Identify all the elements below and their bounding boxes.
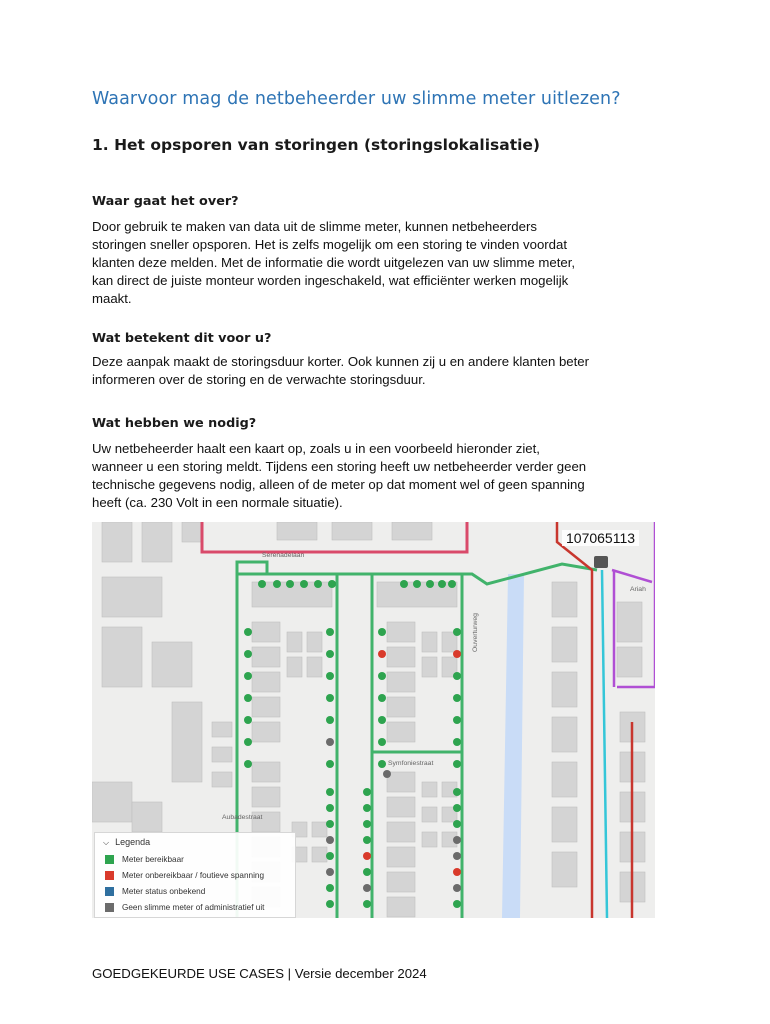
building	[552, 627, 577, 662]
building	[252, 647, 280, 667]
meter-marker[interactable]	[326, 820, 334, 828]
meter-marker[interactable]	[326, 628, 334, 636]
meter-marker[interactable]	[326, 852, 334, 860]
legend-swatch	[105, 887, 114, 896]
building	[387, 897, 415, 917]
meter-marker[interactable]	[326, 694, 334, 702]
building	[132, 802, 162, 832]
building	[252, 697, 280, 717]
meter-marker[interactable]	[326, 650, 334, 658]
map-legend[interactable]	[94, 832, 296, 918]
storing-kaart[interactable]	[92, 522, 655, 918]
meter-marker[interactable]	[363, 852, 371, 860]
meter-marker[interactable]	[453, 694, 461, 702]
building	[387, 872, 415, 892]
meter-marker[interactable]	[300, 580, 308, 588]
meter-marker[interactable]	[244, 760, 252, 768]
meter-marker[interactable]	[453, 900, 461, 908]
building	[387, 797, 415, 817]
legend-swatch	[105, 871, 114, 880]
meter-cabinet-icon	[594, 556, 608, 568]
meter-marker[interactable]	[363, 820, 371, 828]
text-line: Deze aanpak maakt de storingsduur korter. Ook kunnen zij u en andere klanten beter	[92, 354, 590, 369]
meter-marker[interactable]	[326, 716, 334, 724]
meter-id-label: 107065113	[562, 530, 639, 546]
legend-label: Meter onbereikbaar / foutieve spanning	[122, 871, 265, 880]
meter-marker[interactable]	[448, 580, 456, 588]
meter-marker[interactable]	[383, 770, 391, 778]
street-label: Ouverturweg	[472, 613, 479, 652]
meter-marker[interactable]	[453, 650, 461, 658]
meter-marker[interactable]	[453, 738, 461, 746]
building	[422, 832, 437, 847]
building	[387, 772, 415, 792]
meter-marker[interactable]	[453, 628, 461, 636]
meter-marker[interactable]	[363, 900, 371, 908]
legend-swatch	[105, 903, 114, 912]
building	[172, 702, 202, 782]
subheading-wat-betekent-dit: Wat betekent dit voor u?	[92, 331, 272, 346]
building	[102, 627, 142, 687]
building	[387, 822, 415, 842]
legend-item	[105, 855, 184, 864]
page-heading: Waarvoor mag de netbeheerder uw slimme meter uitlezen?	[92, 89, 621, 109]
meter-marker[interactable]	[363, 804, 371, 812]
section-title: 1. Het opsporen van storingen (storingslokalisatie)	[92, 136, 541, 154]
legend-header[interactable]	[103, 837, 150, 848]
building	[387, 647, 415, 667]
chevron-down-icon: ⌵	[103, 838, 110, 847]
building	[312, 847, 327, 862]
meter-marker[interactable]	[326, 738, 334, 746]
building	[392, 522, 432, 540]
meter-marker[interactable]	[363, 836, 371, 844]
text-line: technische gegevens nodig, alleen of de meter op dat moment wel of geen spanning	[92, 477, 585, 492]
building	[422, 782, 437, 797]
building	[422, 657, 437, 677]
building	[422, 807, 437, 822]
building	[142, 522, 172, 562]
meter-marker[interactable]	[244, 694, 252, 702]
meter-marker[interactable]	[326, 804, 334, 812]
meter-marker[interactable]	[400, 580, 408, 588]
meter-marker[interactable]	[378, 716, 386, 724]
meter-marker[interactable]	[426, 580, 434, 588]
street-label: Serenadelaan	[262, 552, 305, 559]
building	[102, 522, 132, 562]
building	[287, 632, 302, 652]
meter-marker[interactable]	[326, 672, 334, 680]
meter-marker[interactable]	[326, 900, 334, 908]
meter-marker[interactable]	[326, 760, 334, 768]
meter-marker[interactable]	[378, 672, 386, 680]
building	[252, 787, 280, 807]
footer: GOEDGEKEURDE USE CASES | Versie december 2024	[92, 966, 427, 981]
text-line: wanneer u een storing meldt. Tijdens een storing heeft uw netbeheerder verder geen	[92, 459, 587, 474]
cyan-cable	[602, 570, 607, 918]
meter-marker[interactable]	[363, 788, 371, 796]
building	[212, 722, 232, 737]
building	[552, 672, 577, 707]
meter-marker[interactable]	[378, 628, 386, 636]
building	[277, 522, 317, 540]
paragraph-waar-gaat-het-over	[92, 218, 692, 308]
building	[387, 622, 415, 642]
building	[552, 582, 577, 617]
meter-marker[interactable]	[453, 884, 461, 892]
meter-marker[interactable]	[244, 738, 252, 746]
building	[212, 772, 232, 787]
meter-marker[interactable]	[244, 672, 252, 680]
green-cable	[237, 562, 267, 574]
paragraph-wat-hebben-we-nodig	[92, 440, 692, 512]
meter-marker[interactable]	[453, 760, 461, 768]
legend-item	[105, 887, 205, 896]
meter-marker[interactable]	[244, 628, 252, 636]
legend-label: Meter bereikbaar	[122, 855, 184, 864]
building	[312, 822, 327, 837]
building	[387, 722, 415, 742]
building	[252, 722, 280, 742]
text-line: heeft (ca. 230 Volt in een normale situatie).	[92, 495, 343, 510]
text-line: storingen sneller opsporen. Het is zelfs mogelijk om een storing te vinden voordat	[92, 237, 568, 252]
building	[252, 622, 280, 642]
meter-marker[interactable]	[286, 580, 294, 588]
meter-marker[interactable]	[413, 580, 421, 588]
text-line: klanten deze melden. Met de informatie die wordt uitgelezen van uw slimme meter,	[92, 255, 576, 270]
meter-marker[interactable]	[453, 788, 461, 796]
building	[212, 747, 232, 762]
building	[252, 762, 280, 782]
building	[182, 522, 202, 542]
building	[422, 632, 437, 652]
street-label: Ariah	[630, 586, 646, 593]
meter-marker[interactable]	[453, 672, 461, 680]
meter-marker[interactable]	[326, 788, 334, 796]
legend-swatch	[105, 855, 114, 864]
meter-marker[interactable]	[258, 580, 266, 588]
building	[332, 522, 372, 540]
meter-marker[interactable]	[438, 580, 446, 588]
meter-marker[interactable]	[273, 580, 281, 588]
meter-marker[interactable]	[453, 868, 461, 876]
meter-marker[interactable]	[378, 694, 386, 702]
street-label: Symfoniestraat	[388, 760, 434, 767]
building	[307, 632, 322, 652]
meter-marker[interactable]	[363, 884, 371, 892]
meter-marker[interactable]	[378, 738, 386, 746]
legend-label: Geen slimme meter of administratief uit	[122, 903, 265, 912]
legend-label: Meter status onbekend	[122, 887, 206, 896]
meter-marker[interactable]	[453, 820, 461, 828]
meter-marker[interactable]	[326, 884, 334, 892]
meter-marker[interactable]	[363, 868, 371, 876]
meter-marker[interactable]	[314, 580, 322, 588]
text-line: Door gebruik te maken van data uit de slimme meter, kunnen netbeheerders	[92, 219, 537, 234]
subheading-waar-gaat-het-over: Waar gaat het over?	[92, 194, 239, 209]
building	[287, 657, 302, 677]
building	[617, 647, 642, 677]
building	[92, 782, 132, 822]
building	[552, 717, 577, 752]
building	[152, 642, 192, 687]
building	[387, 847, 415, 867]
legend-item	[105, 871, 264, 880]
text-line: kan direct de juiste monteur worden ingeschakeld, wat efficiënter werken mogelijk	[92, 273, 569, 288]
canal	[502, 574, 524, 918]
legend-title: Legenda	[115, 837, 151, 847]
building	[552, 852, 577, 887]
building	[387, 672, 415, 692]
legend-item	[105, 903, 264, 912]
meter-marker[interactable]	[244, 650, 252, 658]
street-label: Aubadestraat	[222, 814, 263, 821]
building	[307, 657, 322, 677]
meter-marker[interactable]	[326, 836, 334, 844]
paragraph-wat-betekent-dit	[92, 353, 692, 389]
text-line: maakt.	[92, 291, 132, 306]
subheading-wat-hebben-we-nodig: Wat hebben we nodig?	[92, 416, 257, 431]
building	[252, 672, 280, 692]
meter-marker[interactable]	[328, 580, 336, 588]
building	[387, 697, 415, 717]
building	[102, 577, 162, 617]
meter-marker[interactable]	[453, 716, 461, 724]
building	[552, 807, 577, 842]
building	[617, 602, 642, 642]
meter-marker[interactable]	[453, 852, 461, 860]
meter-marker[interactable]	[453, 836, 461, 844]
meter-marker[interactable]	[453, 804, 461, 812]
meter-marker[interactable]	[378, 650, 386, 658]
text-line: informeren over de storing en de verwachte storingsduur.	[92, 372, 426, 387]
building	[552, 762, 577, 797]
meter-marker[interactable]	[244, 716, 252, 724]
meter-marker[interactable]	[378, 760, 386, 768]
text-line: Uw netbeheerder haalt een kaart op, zoals u in een voorbeeld hieronder ziet,	[92, 441, 540, 456]
meter-marker[interactable]	[326, 868, 334, 876]
